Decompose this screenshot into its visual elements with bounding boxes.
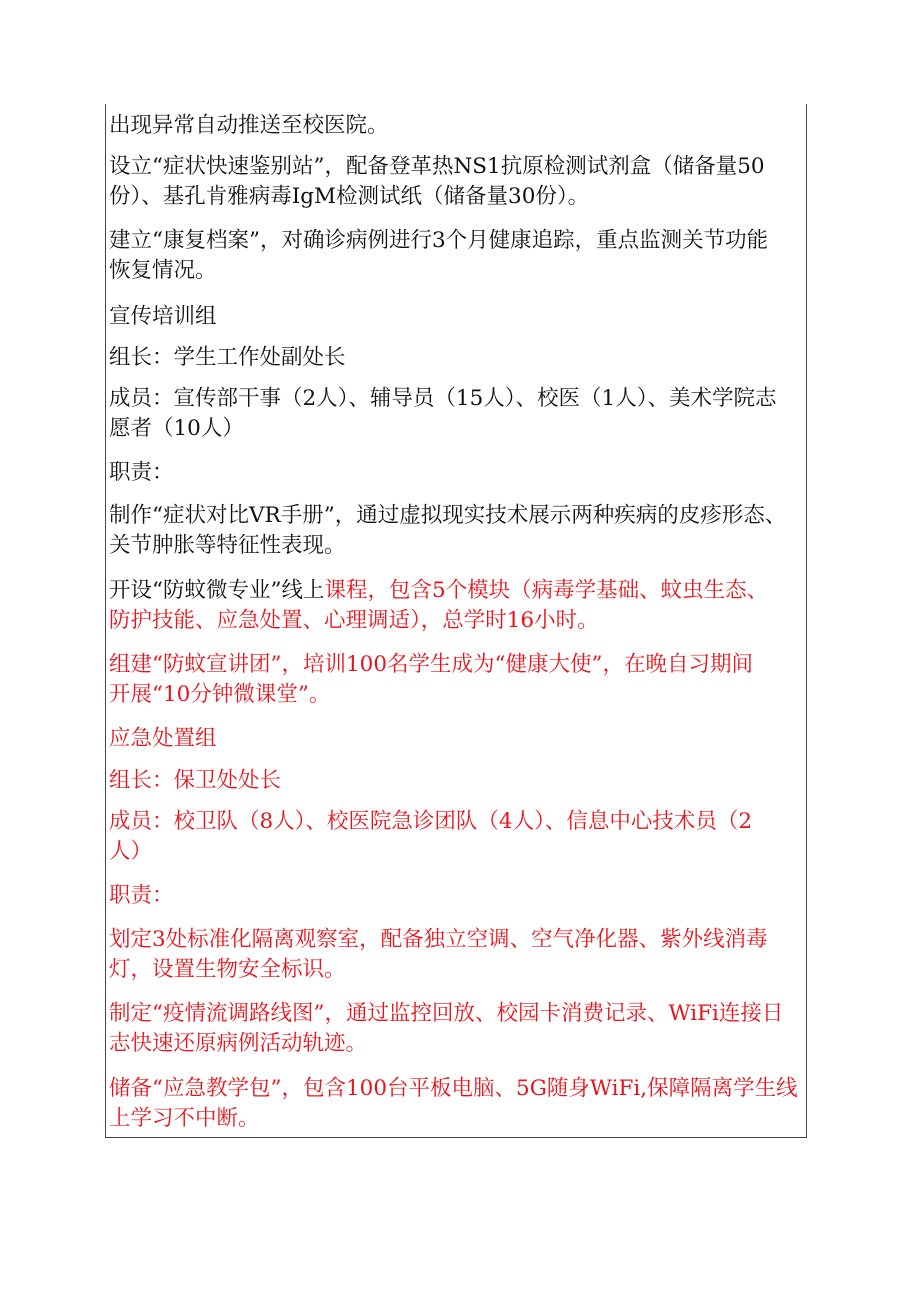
highlighted-text: 组长：保卫处处长: [109, 768, 282, 793]
text-line: [109, 414, 244, 444]
text-line: [109, 576, 768, 606]
highlighted-text: 划定3处标准化隔离观察室，配备独立空调、空气净化器、紫外线消毒: [109, 927, 768, 952]
text-line: [109, 343, 346, 373]
body-text: 建立“康复档案”，对确诊病例进行3个月健康追踪，重点监测关节功能: [109, 228, 769, 253]
highlighted-text: 制定“疫情流调路线图”，通过监控回放、校园卡消费记录、WiFi连接日: [109, 1001, 784, 1026]
text-line: [109, 458, 174, 488]
text-line: [109, 182, 589, 212]
text-line: [109, 501, 786, 531]
body-text: 宣传培训组: [109, 304, 217, 329]
highlighted-text: 人）: [109, 839, 153, 864]
body-text: 份）、基孔肯雅病毒IgM检测试纸（储备量30份）。: [109, 184, 590, 209]
body-text: 愿者（10人）: [109, 416, 244, 441]
highlighted-text: 成员：校卫队（8人）、校医院急诊团队（4人）、信息中心技术员（2: [109, 809, 753, 834]
body-text: 成员：宣传部干事（2人）、辅导员（15人）、校医（1人）、美术学院志: [109, 386, 777, 411]
highlighted-text: 储备“应急教学包”，包含100台平板电脑、5G随身WiFi,保障隔离学生线: [109, 1076, 798, 1101]
text-line: [109, 531, 346, 561]
text-line: [109, 955, 346, 985]
text-line: [109, 1104, 260, 1134]
text-line: [109, 606, 599, 636]
text-line: [109, 881, 174, 911]
body-text: 恢复情况。: [109, 258, 217, 283]
text-line: [109, 1029, 367, 1059]
body-text: 关节肿胀等特征性表现。: [109, 533, 346, 558]
highlighted-text: 组建“防蚊宣讲团”，培训100名学生成为“健康大使”，在晚自习期间: [109, 652, 754, 677]
body-text: 制作“症状对比VR手册”，通过虚拟现实技术展示两种疾病的皮疹形态、: [109, 503, 787, 528]
text-line: [109, 724, 217, 754]
text-line: [109, 999, 783, 1029]
text-line: [109, 111, 389, 141]
text-line: [109, 152, 765, 182]
text-line: [109, 1074, 798, 1104]
body-text: 设立“症状快速鉴别站”，配备登革热NS1抗原检测试剂盒（储备量50: [109, 154, 765, 179]
body-text: 职责：: [109, 460, 174, 485]
body-text: 出现异常自动推送至校医院。: [109, 113, 389, 138]
text-line: [109, 384, 776, 414]
body-text: 开设“防蚊微专业”线上: [109, 578, 325, 603]
body-text: 组长：学生工作处副处长: [109, 345, 346, 370]
highlighted-text: 防护技能、应急处置、心理调适），总学时16小时。: [109, 608, 599, 633]
text-line: [109, 226, 768, 256]
highlighted-text: 开展“10分钟微课堂”。: [109, 682, 331, 707]
highlighted-text: 志快速还原病例活动轨迹。: [109, 1031, 368, 1056]
text-line: [109, 302, 217, 332]
text-line: [109, 807, 752, 837]
highlighted-text: 灯，设置生物安全标识。: [109, 957, 346, 982]
highlighted-text: 应急处置组: [109, 726, 217, 751]
text-line: [109, 650, 753, 680]
text-line: [109, 837, 152, 867]
text-line: [109, 766, 281, 796]
highlighted-text: 课程，包含5个模块（病毒学基础、蚊虫生态、: [324, 578, 769, 603]
text-line: [109, 680, 330, 710]
text-line: [109, 256, 217, 286]
highlighted-text: 职责：: [109, 883, 174, 908]
highlighted-text: 上学习不中断。: [109, 1106, 260, 1131]
text-line: [109, 925, 768, 955]
